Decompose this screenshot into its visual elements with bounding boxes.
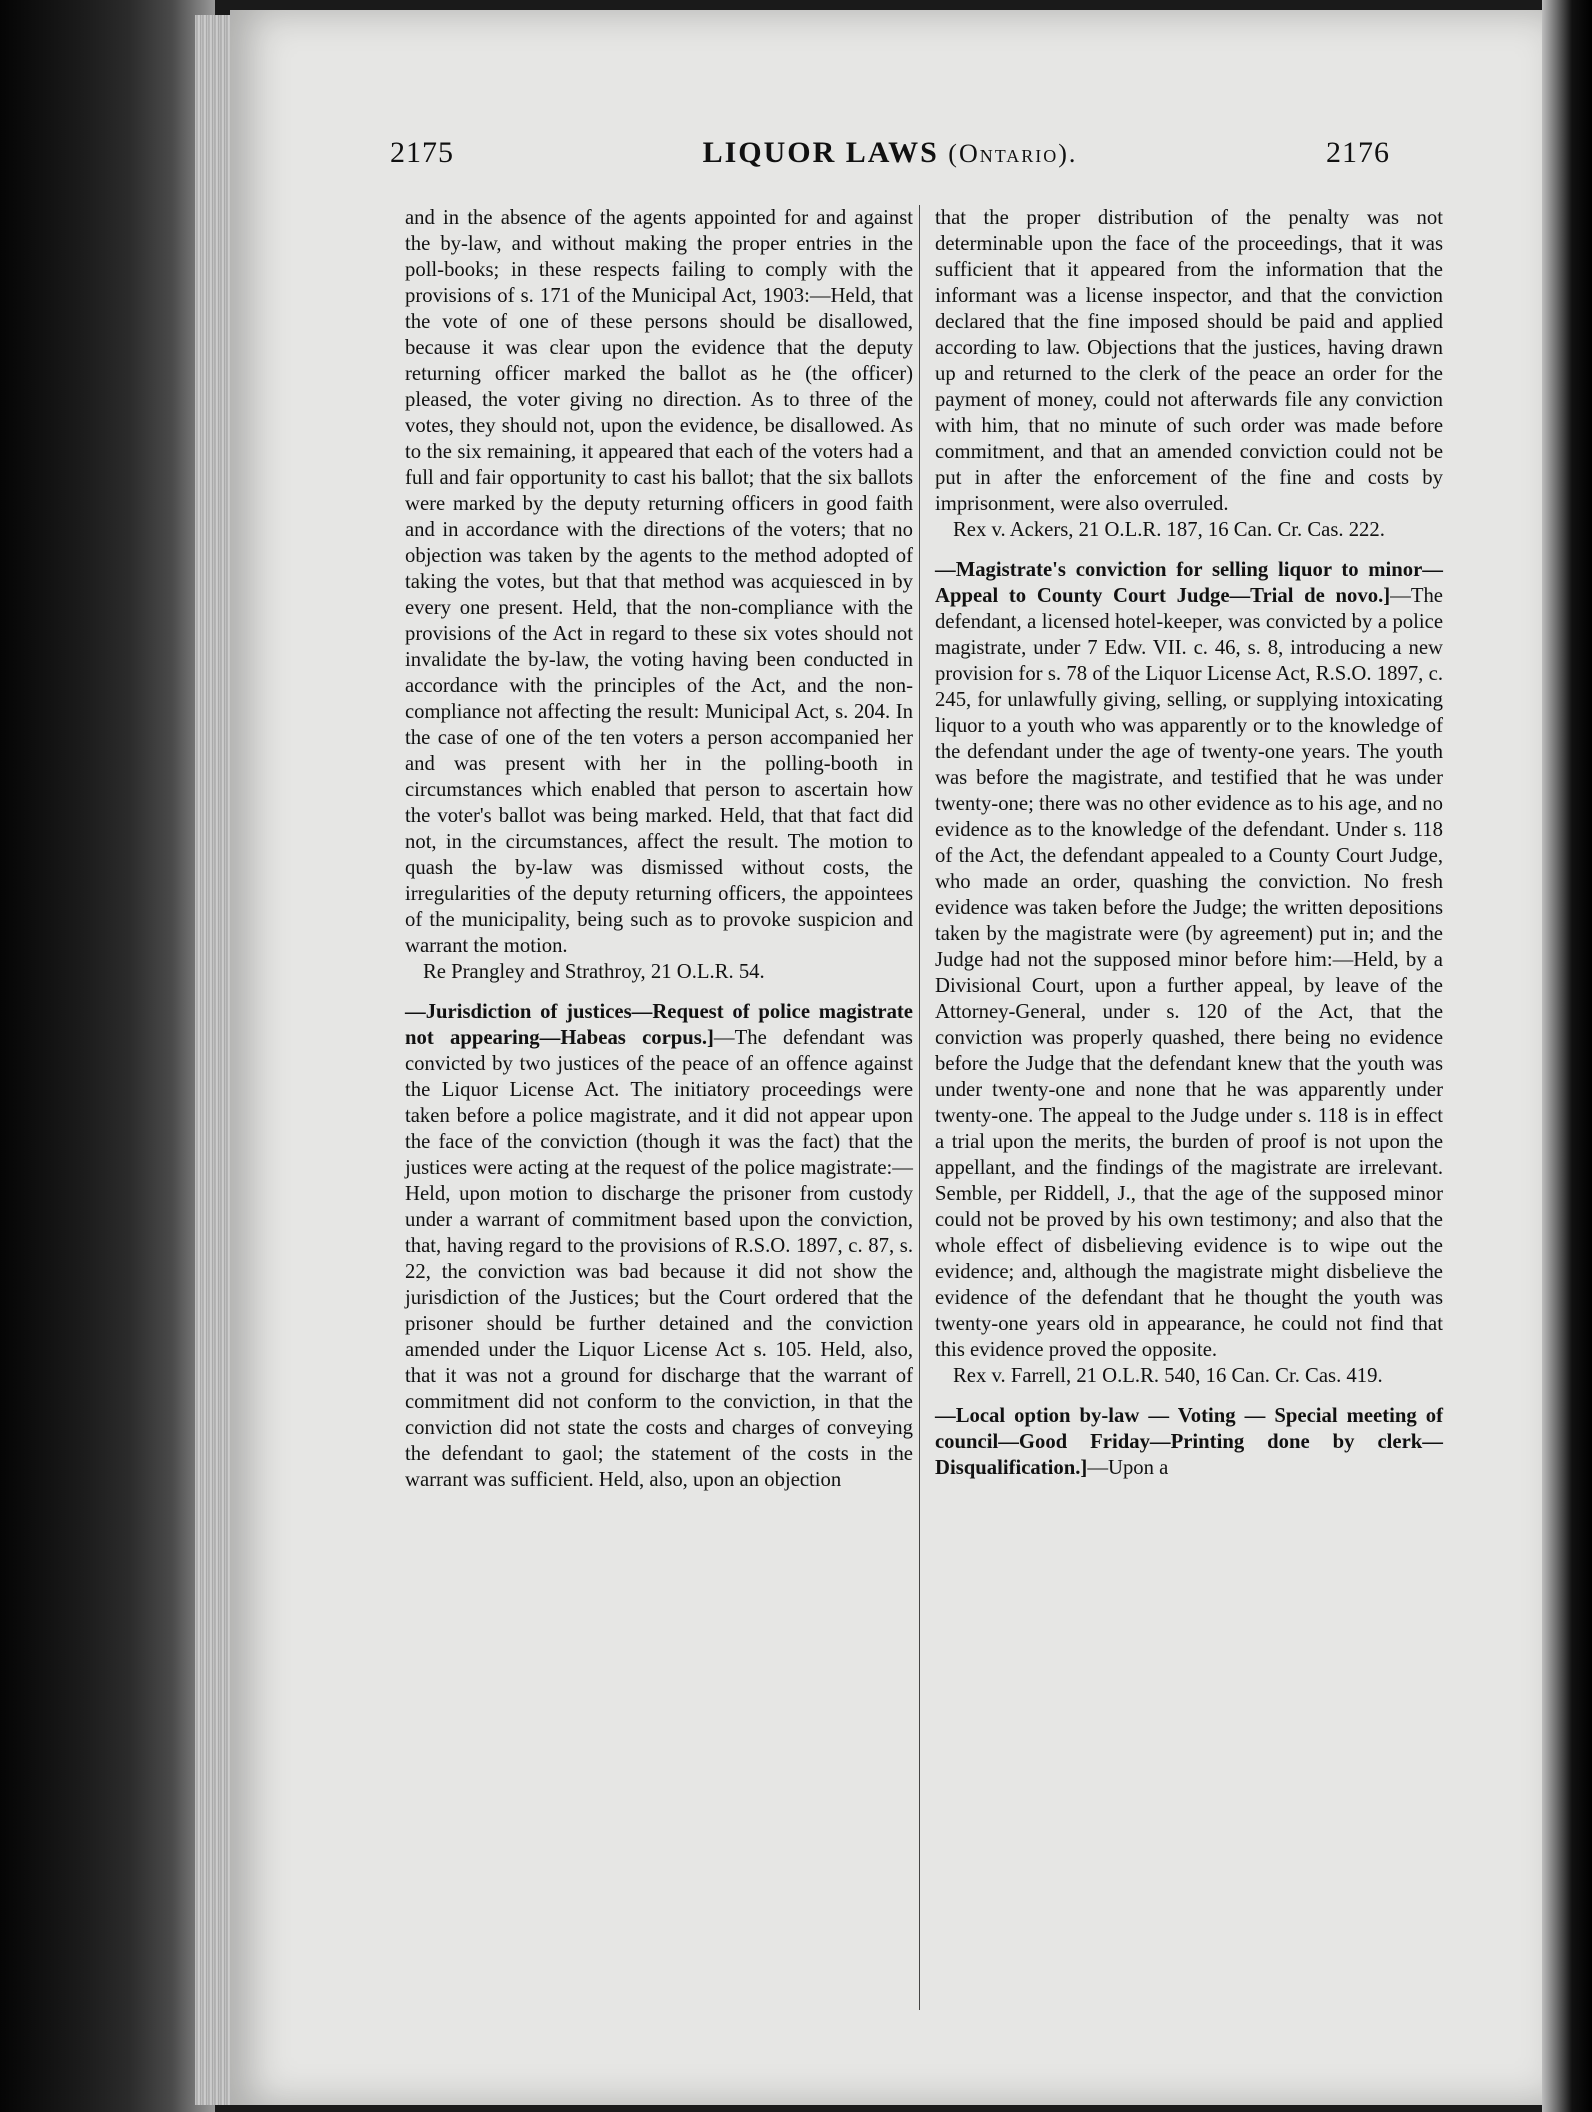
entry-body: —The defendant, a licensed hotel-keeper, was convicted by a police magistrate, under 7 Edw. VII. c. 46, s. 8, introducing a new provision for s. 78 of the Liquor License Act, R.S.O. 1897, c. 245, for unlawfully giving, selling, or supplying intoxicating liquor to a youth who was apparently or to the knowledge of the defendant under the age of twenty-one years. The youth was before the magistrate, and testified that he was under twenty-one; there was no other evidence as to his age, and no evidence as to the knowledge of the defendant. Under s. 118 of the Act, the defendant appealed to a County Court Judge, who made an order, quashing the conviction. No fresh evidence was taken before the Judge; the written depositions taken by the magistrate were (by agreement) put in; and the Judge had not the supposed minor before him:—Held, by a Divisional Court, upon a further appeal, by leave of the Attorney-General, under s. 120 of the Act, that the conviction was properly quashed, there being no evidence before the Judge that the defendant knew that the youth was under twenty-one and none that he was apparently under twenty-one. The appeal to the Judge under s. 118 is in effect a trial upon the merits, the burden of proof is not upon the appellant, and the findings of the magistrate are irrelevant. Semble, per Riddell, J., that the age of the supposed minor could not be proved by his own testimony; and also that the whole effect of disbelieving evidence is to wipe out the evidence; and, although the magistrate might disbelieve the evidence of the defendant that he thought the youth was twenty-one years old in appearance, he could not find that this evidence proved the opposite. [935, 585, 1443, 1361]
column-divider [919, 205, 920, 2010]
right-column [935, 205, 1443, 1481]
paragraph: that the proper distribution of the penalty was not determinable upon the face of the proceedings, that it was sufficient that it appeared from the information that the informant was a license inspector, and that the conviction declared that the fine imposed should be paid and applied according to law. Objections that the justices, having drawn up and returned to the clerk of the peace an order for the payment of money, could not afterwards file any conviction with him, that no minute of such order was made before commitment, and that an amended conviction could not be put in after the enforcement of the fine and costs by imprisonment, were also overruled. [935, 207, 1443, 515]
book-page [230, 10, 1542, 2105]
page-number-right: 2176 [1326, 136, 1390, 169]
page-number-left: 2175 [390, 136, 454, 169]
left-column [405, 205, 913, 1493]
entry-heading: —Jurisdiction of justices—Request of police magistrate not appearing—Habeas corpus.] [405, 1001, 913, 1049]
case-citation: Re Prangley and Strathroy, 21 O.L.R. 54. [423, 961, 765, 983]
entry-body: —Upon a [1087, 1457, 1169, 1479]
entry-heading: —Local option by-law — Voting — Special meeting of council—Good Friday—Printing done by clerk—Disqualification.] [935, 1405, 1443, 1479]
running-title-main: LIQUOR LAWS [702, 136, 939, 169]
facing-page-edge [1542, 0, 1592, 2112]
page-stack-edge [195, 15, 235, 2105]
entry [935, 1403, 1443, 1481]
running-title [390, 136, 1390, 170]
paragraph: and in the absence of the agents appointed for and against the by-law, and without making the proper entries in the poll-books; in these respects failing to comply with the provisions of s. 171 of the Municipal Act, 1903:—Held, that the vote of one of these persons should be disallowed, because it was clear upon the evidence that the deputy returning officer marked the ballot as he (the officer) pleased, the voter giving no direction. As to three of the votes, they should not, upon the evidence, be disallowed. As to the six remaining, it appeared that each of the voters had a full and fair opportunity to cast his ballot; that the six ballots were marked by the deputy returning officers in good faith and in accordance with the directions of the voters; that no objection was taken by the agents to the method adopted of taking the votes, but that that method was acquiesced in by every one present. Held, that the non-compliance with the provisions of the Act in regard to these six votes should not invalidate the by-law, the voting having been conducted in accordance with the principles of the Act, and the non-compliance not affecting the result: Municipal Act, s. 204. In the case of one of the ten voters a person accompanied her and was present with her in the polling-booth in circumstances which enabled that person to ascertain how the voter's ballot was being marked. Held, that that fact did not, in the circumstances, affect the result. The motion to quash the by-law was dismissed without costs, the irregularities of the deputy returning officers, the appointees of the municipality, being such as to provoke suspicion and warrant the motion. [405, 207, 913, 957]
entry-heading: —Magistrate's conviction for selling liquor to minor—Appeal to County Court Judge—Trial de novo.] [935, 559, 1443, 607]
book-spine-edge [0, 0, 215, 2112]
entry-body: —The defendant was convicted by two justices of the peace of an offence against the Liquor License Act. The initiatory proceedings were taken before a police magistrate, and it did not appear upon the face of the conviction (though it was the fact) that the justices were acting at the request of the police magistrate:—Held, upon motion to discharge the prisoner from custody under a warrant of commitment based upon the conviction, that, having regard to the provisions of R.S.O. 1897, c. 87, s. 22, the conviction was bad because it did not show the jurisdiction of the Justices; but the Court ordered that the prisoner should be further detained and the conviction amended under the Liquor License Act s. 105. Held, also, that it was not a ground for discharge that the warrant of commitment did not conform to the conviction, in that the conviction did not state the costs and charges of conveying the defendant to gaol; the statement of the costs in the warrant was sufficient. Held, also, upon an objection [405, 1027, 913, 1491]
entry [405, 999, 913, 1493]
case-citation: Rex v. Farrell, 21 O.L.R. 540, 16 Can. Cr. Cas. 419. [953, 1365, 1383, 1387]
entry [935, 557, 1443, 1363]
running-title-paren: (Ontario). [948, 139, 1078, 168]
page-header [390, 136, 1390, 176]
case-citation: Rex v. Ackers, 21 O.L.R. 187, 16 Can. Cr. Cas. 222. [953, 519, 1385, 541]
